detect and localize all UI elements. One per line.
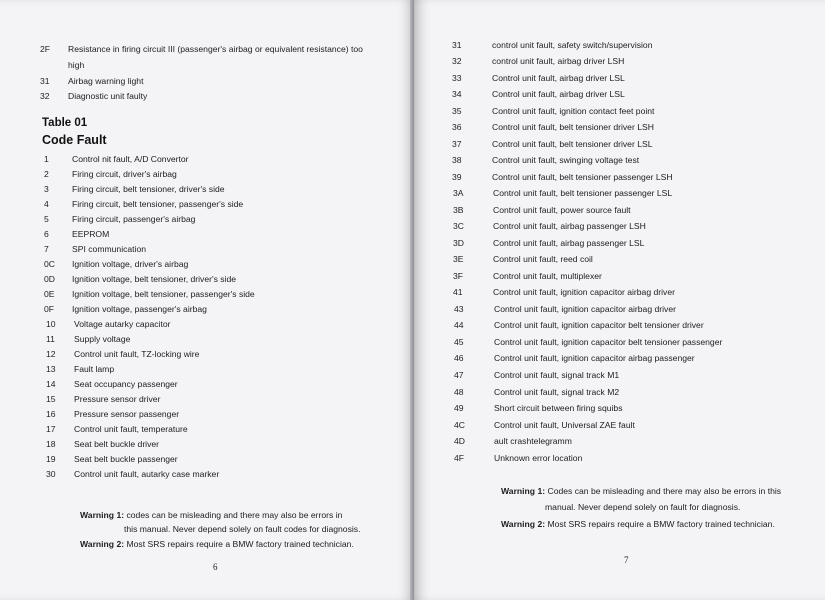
table-row (44, 289, 255, 299)
table-row (452, 106, 654, 116)
fault-code: 17 (46, 424, 56, 434)
fault-code: 19 (46, 454, 56, 464)
fault-description: Control unit fault, belt tensioner passenger LSL (493, 188, 673, 198)
table-row (454, 353, 695, 363)
page-number: 7 (624, 555, 629, 565)
list-item (40, 91, 147, 101)
table-row (44, 304, 207, 314)
warning-label: Warning 1: (80, 510, 125, 520)
fault-code: 32 (452, 56, 462, 66)
table-row (454, 453, 582, 463)
fault-code: 43 (454, 304, 464, 314)
fault-code: 3 (44, 184, 49, 194)
table-row (44, 274, 236, 284)
table-row (46, 439, 159, 449)
fault-description: Firing circuit, driver's airbag (72, 169, 177, 179)
list-item (40, 60, 84, 70)
table-row (46, 349, 199, 359)
fault-description: Control unit fault, belt tensioner passenger LSH (492, 172, 673, 182)
table-row (46, 379, 178, 389)
fault-code: 3D (453, 238, 464, 248)
fault-code: 1 (44, 154, 49, 164)
fault-code: 2 (44, 169, 49, 179)
fault-code: 44 (454, 320, 464, 330)
fault-description: Short circuit between firing squibs (494, 403, 623, 413)
warning-1-continued: this manual. Never depend solely on fault codes for diagnosis. (124, 524, 361, 534)
table-row (452, 40, 653, 50)
fault-code: 11 (46, 334, 55, 344)
fault-code: 41 (453, 287, 463, 297)
fault-code: 10 (46, 319, 56, 329)
fault-code: 12 (46, 349, 56, 359)
warning-label: Warning 1: (501, 486, 546, 496)
table-row (452, 122, 654, 132)
fault-description: Resistance in firing circuit III (passenger's airbag or equivalent resistance) too (68, 44, 363, 54)
fault-description: Control unit fault, airbag driver LSL (492, 89, 625, 99)
table-row (453, 205, 631, 215)
list-item (40, 44, 363, 54)
fault-code: 3E (453, 254, 464, 264)
fault-code: 4D (454, 436, 465, 446)
warning-2 (501, 519, 775, 529)
fault-description: Control unit fault, ignition contact feet point (492, 106, 655, 116)
fault-description: Control unit fault, autarky case marker (74, 469, 220, 479)
fault-description: Control unit fault, temperature (74, 424, 188, 434)
warning-text: Codes can be misleading and there may also be errors in this (545, 486, 782, 496)
fault-description: Firing circuit, passenger's airbag (72, 214, 196, 224)
fault-description: Diagnostic unit faulty (68, 91, 148, 101)
fault-code: 3F (453, 271, 464, 281)
table-row (44, 169, 177, 179)
table-title: Table 01 (42, 117, 88, 129)
fault-description: Control unit fault, power source fault (493, 205, 631, 215)
fault-code: 13 (46, 364, 56, 374)
table-row (453, 188, 672, 198)
table-row (453, 254, 593, 264)
warning-1 (80, 510, 342, 520)
table-subtitle: Code Fault (42, 133, 107, 147)
fault-description: Firing circuit, belt tensioner, passenger's side (72, 199, 244, 209)
fault-code: 0E (44, 289, 55, 299)
warning-text: Most SRS repairs require a BMW factory trained technician. (124, 539, 354, 549)
warning-2 (80, 539, 354, 549)
table-row (454, 320, 704, 330)
table-row (46, 469, 219, 479)
fault-code: 6 (44, 229, 49, 239)
fault-description: SPI communication (72, 244, 147, 254)
fault-code: 39 (452, 172, 462, 182)
table-row (454, 304, 676, 314)
fault-code: 46 (454, 353, 464, 363)
fault-code: 3B (453, 205, 464, 215)
table-row (44, 259, 188, 269)
fault-description: Seat occupancy passenger (74, 379, 178, 389)
fault-description: control unit fault, safety switch/supervision (492, 40, 653, 50)
fault-description: Ignition voltage, belt tensioner, driver's side (72, 274, 237, 284)
fault-code: 35 (452, 106, 462, 116)
fault-description: Control unit fault, ignition capacitor airbag driver (494, 304, 676, 314)
table-row (454, 420, 635, 430)
fault-description: Control unit fault, airbag passenger LSH (493, 221, 646, 231)
fault-code: 4F (454, 453, 465, 463)
warning-1 (501, 486, 781, 496)
fault-code: 31 (452, 40, 462, 50)
fault-code: 30 (46, 469, 56, 479)
table-row (452, 155, 639, 165)
table-row (453, 271, 602, 281)
fault-description: Firing circuit, belt tensioner, driver's side (72, 184, 225, 194)
fault-description: Control unit fault, Universal ZAE fault (494, 420, 635, 430)
warning-label: Warning 2: (501, 519, 546, 529)
table-row (454, 436, 572, 446)
fault-code: 3A (453, 188, 464, 198)
fault-description: Control unit fault, signal track M2 (494, 387, 620, 397)
right-page (414, 0, 825, 600)
table-row (46, 424, 188, 434)
table-row (46, 454, 178, 464)
fault-code (40, 60, 68, 70)
table-row (453, 238, 644, 248)
table-row (46, 319, 171, 329)
table-row (44, 184, 225, 194)
fault-description: Control unit fault, ignition capacitor belt tensioner driver (494, 320, 704, 330)
fault-code: 38 (452, 155, 462, 165)
fault-code: 15 (46, 394, 56, 404)
fault-description: Unknown error location (494, 453, 583, 463)
table-row (46, 364, 114, 374)
fault-description: EEPROM (72, 229, 110, 239)
fault-description: Control unit fault, multiplexer (493, 271, 602, 281)
fault-description: Control unit fault, swinging voltage test (492, 155, 640, 165)
fault-description: Ignition voltage, driver's airbag (72, 259, 189, 269)
table-row (454, 403, 623, 413)
table-row (453, 221, 646, 231)
table-row (46, 394, 160, 404)
fault-code: 4 (44, 199, 49, 209)
fault-code: 7 (44, 244, 49, 254)
fault-description: ault crashtelegramm (494, 436, 572, 446)
fault-description: Airbag warning light (68, 76, 144, 86)
fault-description: Control unit fault, airbag passenger LSL (493, 238, 645, 248)
fault-description: Control unit fault, belt tensioner driver LSL (492, 139, 653, 149)
fault-description: Control unit fault, signal track M1 (494, 370, 620, 380)
fault-description: Pressure sensor driver (74, 394, 161, 404)
warning-text: Most SRS repairs require a BMW factory trained technician. (545, 519, 775, 529)
fault-code: 33 (452, 73, 462, 83)
fault-description: Pressure sensor passenger (74, 409, 180, 419)
table-row (44, 229, 109, 239)
fault-description: Ignition voltage, passenger's airbag (72, 304, 207, 314)
fault-description: Control unit fault, TZ-locking wire (74, 349, 200, 359)
fault-code: 32 (40, 91, 50, 101)
table-row (452, 73, 625, 83)
fault-description: Seat belt buckle passenger (74, 454, 178, 464)
fault-code: 45 (454, 337, 464, 347)
warning-1-continued: manual. Never depend solely on fault for diagnosis. (545, 502, 741, 512)
warning-text: codes can be misleading and there may also be errors in (124, 510, 343, 520)
fault-description: Supply voltage (74, 334, 131, 344)
fault-code: 4C (454, 420, 465, 430)
fault-code: 37 (452, 139, 462, 149)
fault-description: Control unit fault, reed coil (493, 254, 593, 264)
fault-description: Ignition voltage, belt tensioner, passenger's side (72, 289, 255, 299)
fault-description: control unit fault, airbag driver LSH (492, 56, 625, 66)
fault-code: 31 (40, 76, 50, 86)
warning-label: Warning 2: (80, 539, 125, 549)
table-row (453, 287, 675, 297)
table-row (46, 409, 179, 419)
fault-code: 0C (44, 259, 55, 269)
fault-code: 5 (44, 214, 49, 224)
table-row (452, 56, 624, 66)
fault-code: 2F (40, 44, 51, 54)
table-row (44, 199, 243, 209)
fault-description: Control unit fault, belt tensioner driver LSH (492, 122, 654, 132)
fault-description: Control unit fault, ignition capacitor belt tensioner passenger (494, 337, 723, 347)
table-row (44, 244, 146, 254)
table-row (454, 370, 619, 380)
fault-code: 34 (452, 89, 462, 99)
list-item (40, 76, 143, 86)
fault-description: Control unit fault, ignition capacitor airbag passenger (494, 353, 695, 363)
table-row (44, 214, 195, 224)
page-number: 6 (213, 562, 218, 572)
table-row (452, 139, 653, 149)
table-row (452, 172, 673, 182)
fault-code: 0F (44, 304, 55, 314)
table-row (454, 337, 722, 347)
table-row (452, 89, 625, 99)
fault-code: 49 (454, 403, 464, 413)
table-row (454, 387, 619, 397)
fault-description: Control unit fault, airbag driver LSL (492, 73, 625, 83)
fault-code: 0D (44, 274, 55, 284)
fault-code: 14 (46, 379, 56, 389)
fault-description: Control nit fault, A/D Convertor (72, 154, 189, 164)
fault-description: Fault lamp (74, 364, 115, 374)
table-row (44, 154, 189, 164)
fault-code: 48 (454, 387, 464, 397)
fault-code: 3C (453, 221, 464, 231)
fault-description: Voltage autarky capacitor (74, 319, 171, 329)
fault-description: Seat belt buckle driver (74, 439, 160, 449)
fault-code: 18 (46, 439, 56, 449)
fault-code: 16 (46, 409, 56, 419)
fault-description: Control unit fault, ignition capacitor airbag driver (493, 287, 675, 297)
fault-code: 47 (454, 370, 464, 380)
fault-description: high (68, 60, 85, 70)
fault-code: 36 (452, 122, 462, 132)
table-row (46, 334, 130, 344)
